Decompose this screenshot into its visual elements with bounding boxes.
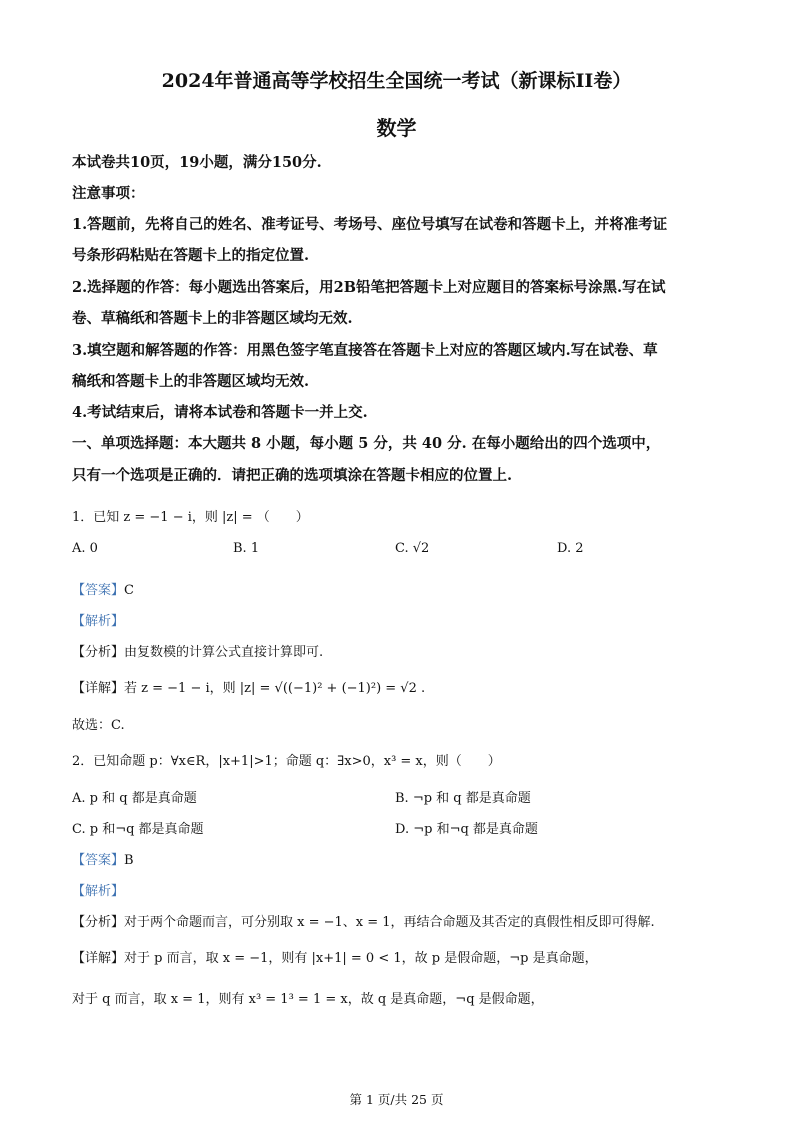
q1-analysis-tag: 【解析】 xyxy=(72,614,125,629)
q1-fenxi-tag: 【分析】 xyxy=(72,645,125,660)
notice-3b: 稿纸和答题卡上的非答题区域均无效. xyxy=(72,373,310,390)
q2-option-b: B. ¬p 和 q 都是真命题 xyxy=(395,791,531,806)
q2-xiangjie-tag: 【详解】 xyxy=(72,951,125,966)
q1-conclusion: 故选：C. xyxy=(72,718,125,733)
q1-option-b: B. 1 xyxy=(233,541,260,556)
section-1-heading-b: 只有一个选项是正确的．请把正确的选项填涂在答题卡相应的位置上. xyxy=(72,467,513,484)
q1-xiangjie-row xyxy=(72,677,425,696)
q1-answer-row xyxy=(72,579,134,598)
q1-option-a: A. 0 xyxy=(72,541,98,556)
q2-answer: B xyxy=(124,853,134,868)
q1-analysis-row xyxy=(72,610,124,629)
notice-1a: 1.答题前，先将自己的姓名、准考证号、考场号、座位号填写在试卷和答题卡上，并将准考证 xyxy=(72,216,668,233)
q1-fenxi: 由复数模的计算公式直接计算即可. xyxy=(124,645,324,660)
q1-stem: 1．已知 z = −1 − i，则 |z| = （ ） xyxy=(72,510,309,525)
notice-title: 注意事项： xyxy=(72,185,145,202)
exam-title: 2024年普通高等学校招生全国统一考试（新课标II卷） xyxy=(161,70,632,92)
q1-answer: C xyxy=(124,583,134,598)
section-1-heading-a: 一、单项选择题：本大题共 8 小题，每小题 5 分，共 40 分. 在每小题给出的四个选项中， xyxy=(72,435,661,452)
q2-xiangjie-line2: 对于 q 而言，取 x = 1，则有 x³ = 1³ = 1 = x，故 q 是真命题，¬q 是假命题， xyxy=(72,992,544,1007)
q2-fenxi-row xyxy=(72,911,655,930)
notice-4: 4.考试结束后，请将本试卷和答题卡一并上交. xyxy=(72,404,368,421)
notice-2b: 卷、草稿纸和答题卡上的非答题区域均无效. xyxy=(72,310,353,327)
q2-analysis-tag: 【解析】 xyxy=(72,884,125,899)
q2-xiangjie: 对于 p 而言，取 x = −1，则有 |x+1| = 0 < 1，故 p 是假命题，¬p 是真命题， xyxy=(124,951,598,966)
page-footer: 第 1 页/共 25 页 xyxy=(349,1092,444,1107)
q1-option-d: D. 2 xyxy=(557,541,584,556)
q1-xiangjie-tag: 【详解】 xyxy=(72,681,125,696)
q2-xiangjie-row xyxy=(72,947,598,966)
exam-summary: 本试卷共10页，19小题，满分150分. xyxy=(72,154,322,171)
q2-stem: 2．已知命题 p：∀x∈R，|x+1|>1；命题 q：∃x>0，x³ = x，则（ ） xyxy=(72,754,501,769)
q2-option-d: D. ¬p 和¬q 都是真命题 xyxy=(395,822,538,837)
subject-title: 数学 xyxy=(376,116,417,140)
notice-2a: 2.选择题的作答：每小题选出答案后，用2B铅笔把答题卡上对应题目的答案标号涂黑.写在试 xyxy=(72,279,666,296)
notice-3a: 3.填空题和解答题的作答：用黑色签字笔直接答在答题卡上对应的答题区域内.写在试卷、草 xyxy=(72,342,658,359)
q1-option-c: C. √2 xyxy=(395,541,430,556)
q2-option-c: C. p 和¬q 都是真命题 xyxy=(72,822,204,837)
q2-option-a: A. p 和 q 都是真命题 xyxy=(72,791,197,806)
notice-1b: 号条形码粘贴在答题卡上的指定位置. xyxy=(72,247,310,264)
q2-fenxi-tag: 【分析】 xyxy=(72,915,125,930)
q2-answer-row xyxy=(72,849,134,868)
q2-analysis-row xyxy=(72,880,124,899)
q2-fenxi: 对于两个命题而言，可分别取 x = −1、x = 1，再结合命题及其否定的真假性相反即可得解. xyxy=(124,915,655,930)
q1-fenxi-row xyxy=(72,641,323,660)
q1-xiangjie: 若 z = −1 − i，则 |z| = √((−1)² + (−1)²) = √2 . xyxy=(124,681,426,696)
q2-answer-tag: 【答案】 xyxy=(72,853,125,868)
q1-answer-tag: 【答案】 xyxy=(72,583,125,598)
